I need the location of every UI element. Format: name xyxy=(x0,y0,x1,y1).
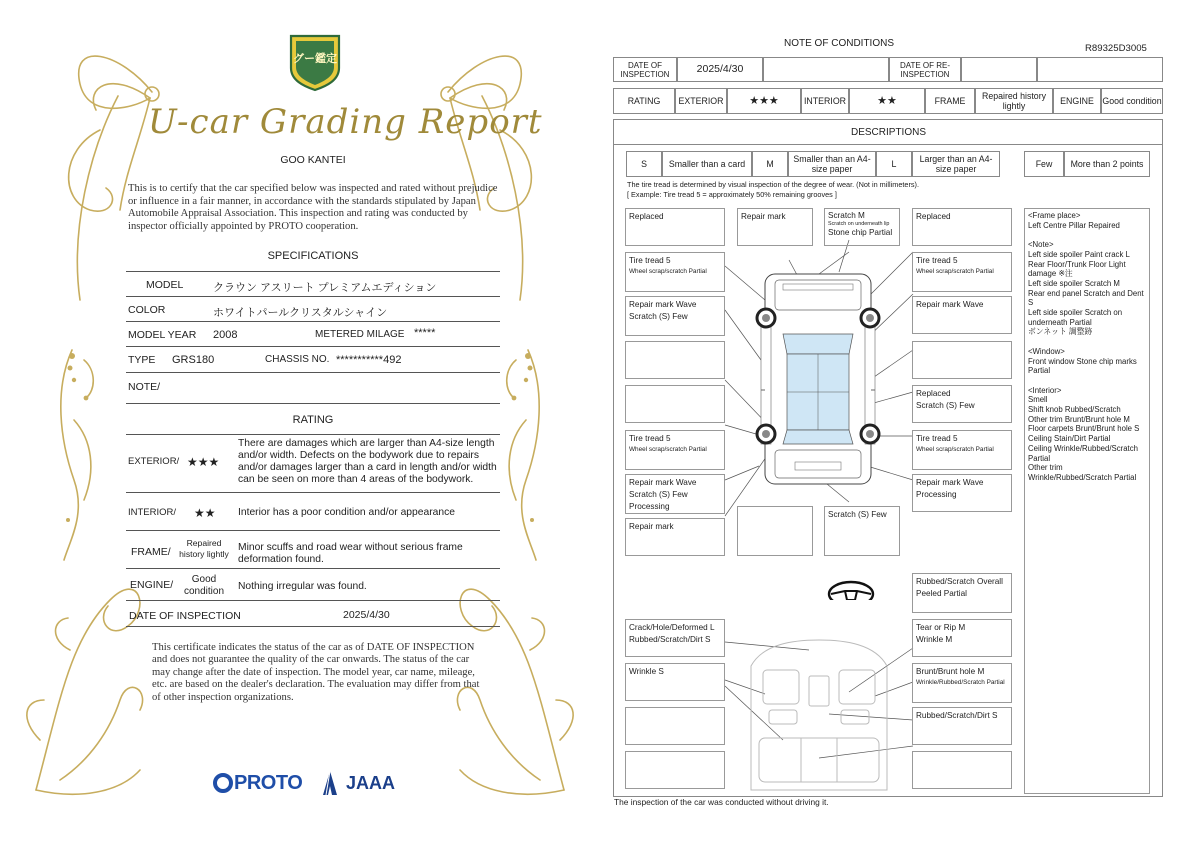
panel-note-rear-left-wheel xyxy=(625,430,725,470)
note-text: Wheel scrap/scratch Partial xyxy=(629,268,707,275)
panel-note-front-right-door xyxy=(912,296,1012,334)
notes-line: ボンネット 調整跡 xyxy=(1028,327,1093,337)
panel-note-rear-bumper xyxy=(824,506,900,556)
tread-example: [ Example: Tire tread 5 = approximately 50% remaining grooves ] xyxy=(627,190,837,199)
frame-value: Repaired history lightly xyxy=(179,538,229,559)
interior-label: INTERIOR/ xyxy=(128,507,177,518)
notes-line: <Note> xyxy=(1028,240,1054,250)
notes-line: Front window Stone chip marks Partial xyxy=(1028,356,1137,376)
proto-logo xyxy=(212,770,302,796)
note-text: Scratch M xyxy=(828,211,865,220)
panel-note-left-5 xyxy=(625,385,725,423)
divider xyxy=(126,492,500,493)
divider xyxy=(126,403,500,404)
panel-note-interior-3 xyxy=(625,707,725,745)
blank-cell xyxy=(1037,57,1163,82)
date-of-reinspection-label: DATE OF RE-INSPECTION xyxy=(889,57,961,82)
exterior-stars: ★★★ xyxy=(727,88,801,114)
divider xyxy=(126,271,500,272)
note-text: Tire tread 5 xyxy=(916,434,958,443)
frame-label: FRAME xyxy=(925,88,975,114)
divider xyxy=(126,626,500,627)
chassis-label: CHASSIS NO. xyxy=(265,354,330,365)
exterior-label: EXTERIOR/ xyxy=(128,456,180,467)
notes-line: Left Centre Pillar Repaired xyxy=(1028,220,1120,230)
panel-note-seat-left xyxy=(625,663,725,701)
notes-line: Other trim Brunt/Brunt hole M xyxy=(1028,414,1130,424)
divider xyxy=(126,372,500,373)
notes-line: Left side spoiler Scratch M xyxy=(1028,278,1120,288)
legend-l-desc: Larger than an A4-size paper xyxy=(912,151,1000,177)
notes-line: Shift knob Rubbed/Scratch xyxy=(1028,405,1121,415)
color-label: COLOR xyxy=(128,304,166,316)
note-text: Processing xyxy=(916,490,957,499)
organization-name: GOO KANTEI xyxy=(280,154,346,166)
note-text: Brunt/Brunt hole M xyxy=(916,667,985,676)
notes-line: Other trim Wrinkle/Rubbed/Scratch Partial xyxy=(1028,463,1137,482)
panel-note-steering xyxy=(912,573,1012,613)
jaaa-logo-text: JAAA xyxy=(346,772,396,793)
note-text: Wrinkle S xyxy=(629,667,664,676)
panel-note-rear-bumper-left xyxy=(625,518,725,556)
note-text: Wheel scrap/scratch Partial xyxy=(916,268,994,275)
engine-value: Good condition xyxy=(1101,88,1163,114)
specifications-title: SPECIFICATIONS xyxy=(267,250,359,262)
notes-line: Floor carpets Brunt/Brunt hole S xyxy=(1028,424,1140,434)
notes-line: Smell xyxy=(1028,395,1048,405)
note-text: Peeled Partial xyxy=(916,589,967,598)
note-text: Wrinkle/Rubbed/Scratch Partial xyxy=(916,679,1005,686)
metered-mileage-value: ***** xyxy=(414,327,436,339)
panel-note-interior-4 xyxy=(625,751,725,789)
engine-description: Nothing irregular was found. xyxy=(238,581,367,592)
model-value: クラウン アスリート プレミアムエディション xyxy=(213,282,437,294)
note-text: Rubbed/Scratch Overall xyxy=(916,577,1003,586)
engine-value: Good condition xyxy=(183,574,225,597)
interior-description: Interior has a poor condition and/or appearance xyxy=(238,507,455,518)
metered-mileage-label: METERED MILAGE xyxy=(315,329,405,340)
tread-note: The tire tread is determined by visual inspection of the degree of wear. (Not in millimeters). xyxy=(627,180,920,189)
note-text: Wheel scrap/scratch Partial xyxy=(629,446,707,453)
note-text: Repair mark xyxy=(741,212,786,221)
panel-note-front-left-wheel xyxy=(625,252,725,292)
legend-s-desc: Smaller than a card xyxy=(662,151,752,177)
legend-l: L xyxy=(876,151,912,177)
legend-m: M xyxy=(752,151,788,177)
jaaa-logo xyxy=(320,770,395,796)
interior-stars: ★★ xyxy=(849,88,925,114)
frame-value: Repaired history lightly xyxy=(975,88,1053,114)
chassis-value: ***********492 xyxy=(336,354,402,366)
frame-label: FRAME/ xyxy=(131,546,171,558)
divider xyxy=(126,296,500,297)
frame-description: Minor scuffs and road wear without serious frame deformation found. xyxy=(238,542,463,565)
note-text: Repair mark Wave xyxy=(916,300,984,309)
panel-note-dashboard xyxy=(625,619,725,657)
note-label: NOTE/ xyxy=(128,381,161,393)
notes-line: Rear Floor/Trunk Floor Light damage ※注 xyxy=(1028,259,1126,279)
panel-note-rear-right-door xyxy=(912,385,1012,423)
footer-note: The inspection of the car was conducted without driving it. xyxy=(614,797,829,807)
proto-mark-icon xyxy=(212,772,234,794)
panel-note-front-right xyxy=(912,208,1012,246)
panel-note-seat-right xyxy=(912,619,1012,657)
legend-few: Few xyxy=(1024,151,1064,177)
blank-cell xyxy=(763,57,889,82)
note-text: Scratch (S) Few xyxy=(828,510,887,519)
badge-text: グー鑑定 xyxy=(293,53,337,65)
model-year-value: 2008 xyxy=(213,329,238,341)
note-text: Tire tread 5 xyxy=(629,434,671,443)
note-text: Repair mark xyxy=(629,522,674,531)
interior-label: INTERIOR xyxy=(801,88,849,114)
date-of-inspection-label: DATE OF INSPECTION xyxy=(129,610,241,622)
notes-line: Left side spoiler Paint crack L xyxy=(1028,249,1130,259)
blank-cell xyxy=(961,57,1037,82)
proto-logo-text: PROTO xyxy=(234,771,303,794)
notes-line: Ceiling Stain/Dirt Partial xyxy=(1028,434,1111,444)
date-of-inspection-value: 2025/4/30 xyxy=(677,57,763,82)
exterior-stars: ★★★ xyxy=(187,455,220,469)
divider xyxy=(126,568,500,569)
rating-title: RATING xyxy=(292,414,334,426)
divider xyxy=(613,144,1163,145)
divider xyxy=(126,321,500,322)
note-text: Scratch on underneath lip xyxy=(828,221,890,227)
note-text: Tire tread 5 xyxy=(629,256,671,265)
panel-note-hood xyxy=(737,208,813,246)
notes-line xyxy=(1028,337,1146,347)
notes-line: Ceiling Wrinkle/Rubbed/Scratch Partial xyxy=(1028,443,1138,463)
model-year-label: MODEL YEAR xyxy=(128,329,197,341)
panel-note-right-4 xyxy=(912,341,1012,379)
note-text: Processing xyxy=(629,502,670,511)
notes-line: <Frame place> xyxy=(1028,211,1081,220)
panel-note-interior-5 xyxy=(912,751,1012,789)
note-text: Scratch (S) Few xyxy=(916,401,975,410)
model-label: MODEL xyxy=(146,279,184,291)
panel-note-rear-left xyxy=(625,474,725,514)
color-value: ホワイトパールクリスタルシャイン xyxy=(213,307,388,319)
legend-few-desc: More than 2 points xyxy=(1064,151,1150,177)
exterior-description: There are damages which are larger than A4-size length and/or width. Defects on the bodywork due to repairs and/or damages larger than a card in length and/or width can be seen on more than 4 areas of the bodywork. xyxy=(238,438,497,485)
note-text: Tire tread 5 xyxy=(916,256,958,265)
note-text: Replaced xyxy=(916,212,951,221)
engine-label: ENGINE xyxy=(1053,88,1101,114)
note-text: Repair mark Wave xyxy=(629,478,697,487)
panel-note-front-spoiler xyxy=(824,208,900,246)
condition-notes-list xyxy=(1024,208,1150,794)
divider xyxy=(126,434,500,435)
panel-note-front-left-door xyxy=(625,296,725,336)
engine-label: ENGINE/ xyxy=(130,579,174,591)
panel-note-trunk xyxy=(737,506,813,556)
date-of-inspection-label: DATE OF INSPECTION xyxy=(613,57,677,82)
disclaimer-text: This certificate indicates the status of the car as of DATE OF INSPECTION and does not guarantee the quality of the car onwards. The status of the car may change after the date of inspection. The model year, car name, mileage, etc. are based on the dealer's declaration. The evaluation may differ from that of other inspection organizations. xyxy=(152,642,480,703)
notes-line xyxy=(1028,230,1146,240)
date-of-inspection-value: 2025/4/30 xyxy=(343,609,390,621)
panel-note-rear-right-wheel xyxy=(912,430,1012,470)
notes-line: <Window> xyxy=(1028,346,1065,356)
note-text: Wrinkle M xyxy=(916,635,953,644)
notes-line: Rear end panel Scratch and Dent S xyxy=(1028,288,1144,308)
divider xyxy=(126,530,500,531)
type-value: GRS180 xyxy=(172,354,215,366)
panel-note-front-left xyxy=(625,208,725,246)
note-text: Repair mark Wave xyxy=(916,478,984,487)
divider xyxy=(126,346,500,347)
descriptions-title: DESCRIPTIONS xyxy=(851,127,927,138)
jaaa-mark-icon xyxy=(320,770,340,796)
note-text: Rubbed/Scratch/Dirt S xyxy=(629,635,711,644)
panel-note-rear-right xyxy=(912,474,1012,512)
legend-m-desc: Smaller than an A4-size paper xyxy=(788,151,876,177)
type-label: TYPE xyxy=(128,354,156,366)
notes-line: <Interior> xyxy=(1028,385,1062,395)
panel-note-left-4 xyxy=(625,341,725,379)
note-text: Replaced xyxy=(916,389,951,398)
panel-note-front-right-wheel xyxy=(912,252,1012,292)
note-text: Rubbed/Scratch/Dirt S xyxy=(916,711,998,720)
goo-kantei-badge xyxy=(287,32,343,92)
conditions-title: NOTE OF CONDITIONS xyxy=(784,38,894,49)
note-text: Crack/Hole/Deformed L xyxy=(629,623,715,632)
exterior-label: EXTERIOR xyxy=(675,88,727,114)
rating-label: RATING xyxy=(613,88,675,114)
steering-wheel-icon xyxy=(829,582,873,600)
note-text: Repair mark Wave xyxy=(629,300,697,309)
note-text: Tear or Rip M xyxy=(916,623,966,632)
panel-note-floor xyxy=(912,707,1012,745)
notes-line: Left side spoiler Scratch on underneath Partial xyxy=(1028,308,1123,327)
panel-note-trim xyxy=(912,663,1012,703)
divider xyxy=(126,600,500,601)
legend-s: S xyxy=(626,151,662,177)
report-title: U-car Grading Report xyxy=(148,102,543,142)
note-text: Replaced xyxy=(629,212,664,221)
note-text: Wheel scrap/scratch Partial xyxy=(916,446,994,453)
interior-stars: ★★ xyxy=(194,506,216,520)
certification-text: This is to certify that the car specified below was inspected and rated without prejudice or influence in a fair manner, in accordance with the standards stipulated by Japan Automobile Appraisal Association. This inspection and rating was conducted by inspector officially appointed by PROTO cooperation. xyxy=(128,183,498,232)
note-text: Scratch (S) Few xyxy=(629,490,688,499)
note-text: Stone chip Partial xyxy=(828,228,893,237)
note-text: Scratch (S) Few xyxy=(629,312,688,321)
notes-line xyxy=(1028,376,1146,386)
report-number: R89325D3005 xyxy=(1085,43,1147,54)
